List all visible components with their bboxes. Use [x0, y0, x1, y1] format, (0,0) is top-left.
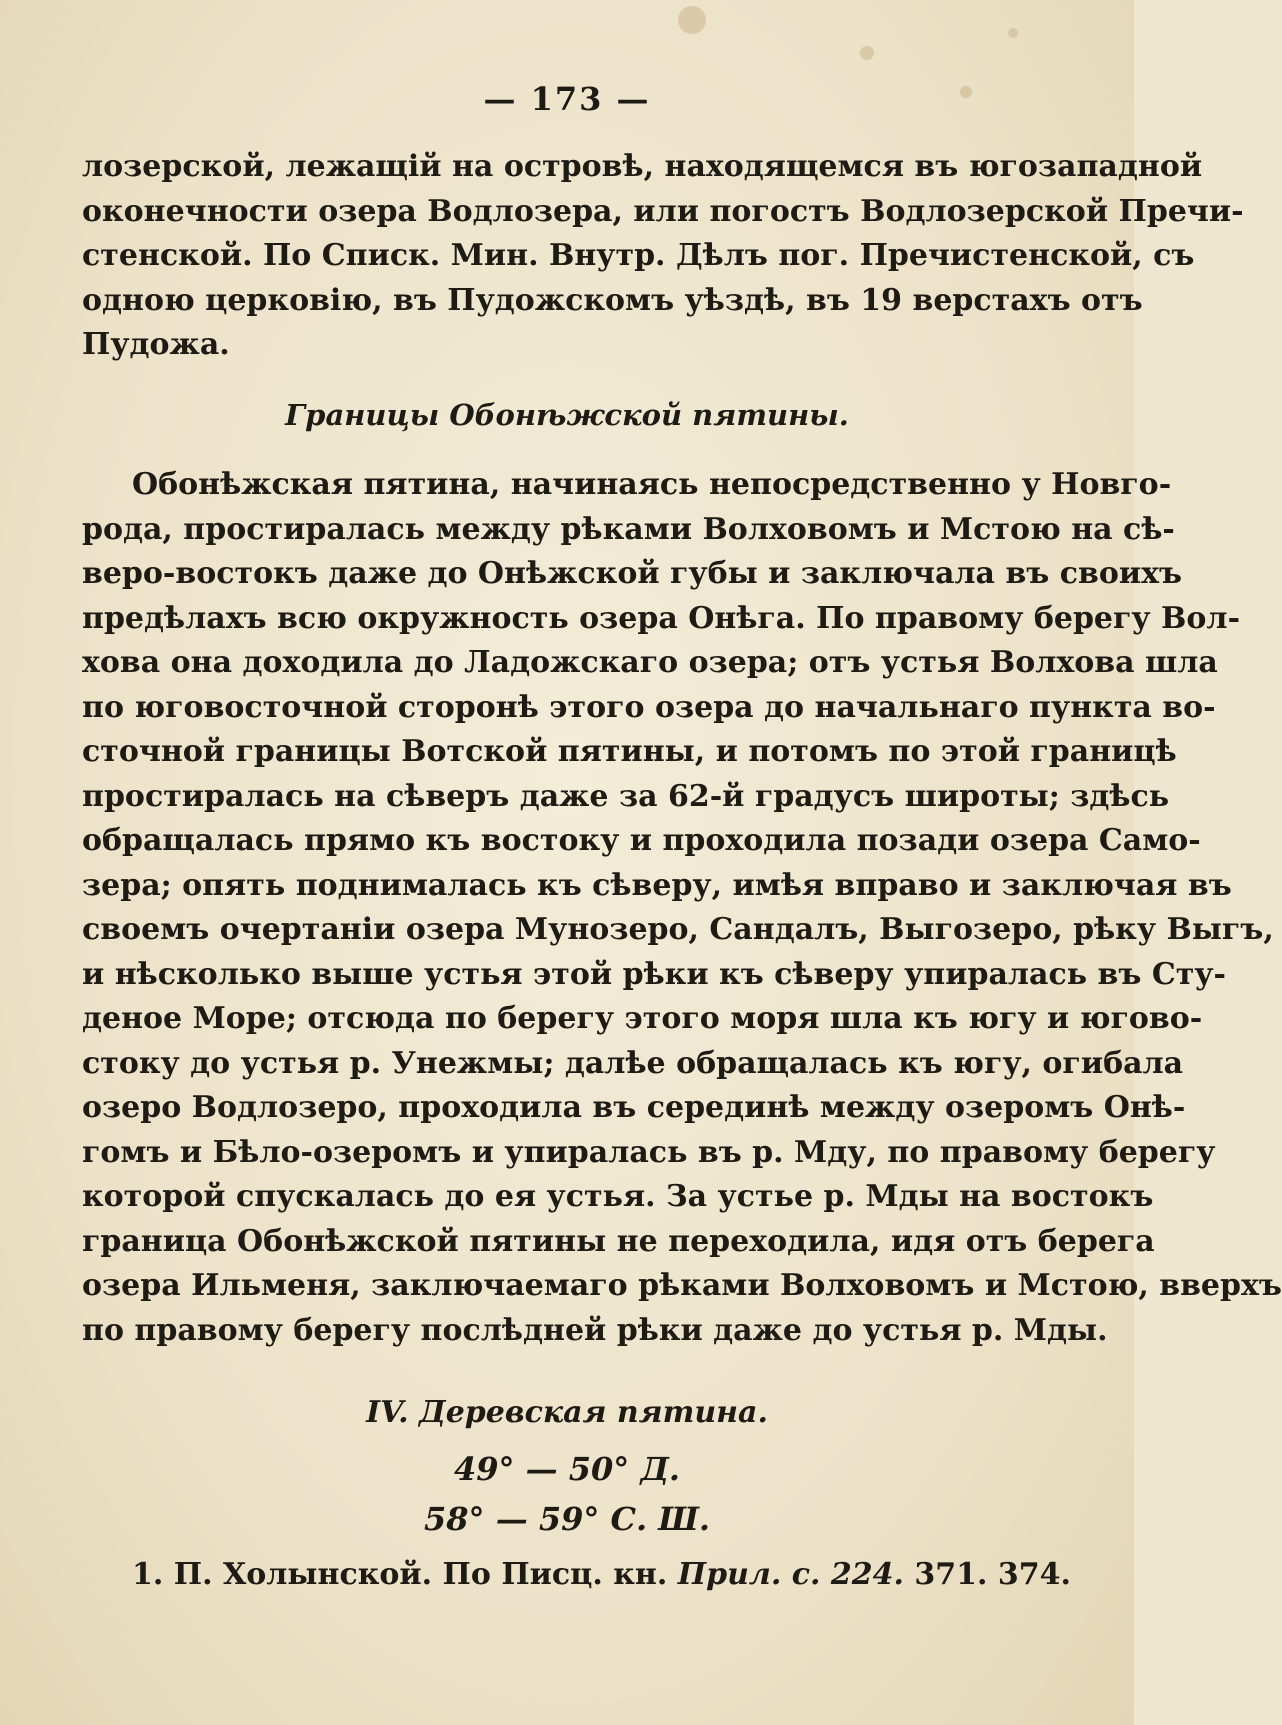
paper-stain — [1008, 28, 1018, 38]
text-line: озера Ильменя, заключаемаго рѣками Волховомъ и Мстою, вверхъ — [82, 1268, 1282, 1303]
chapter-heading: IV. Деревская пятина. — [366, 1395, 768, 1430]
text-line: обращалась прямо къ востоку и проходила позади озера Само- — [82, 823, 1201, 858]
page-number: — 173 — — [483, 80, 651, 118]
text-line: зера; опять поднималась къ сѣверу, имѣя вправо и заключая въ — [82, 867, 1232, 903]
entry-lead: 1. П. Холынской. По Писц. кн. — [132, 1557, 668, 1592]
text-line: своемъ очертаніи озера Мунозеро, Сандалъ, Выгозеро, рѣку Выгъ, — [82, 912, 1274, 947]
text-line: предѣлахъ всю окружность озера Онѣга. По правому берегу Вол- — [82, 600, 1241, 636]
text-line: хова она доходила до Ладожскаго озера; отъ устья Волхова шла — [82, 645, 1218, 680]
text-line: Пудожа. — [82, 327, 230, 362]
text-line: стенской. По Списк. Мин. Внутр. Дѣлъ пог. Пречистенской, съ — [82, 238, 1195, 273]
text-line: одною церковію, въ Пудожскомъ уѣздѣ, въ 19 верстахъ отъ — [82, 282, 1143, 318]
text-line: стоку до устья р. Унежмы; далѣе обращалась къ югу, огибала — [82, 1045, 1184, 1081]
text-line: озеро Водлозеро, проходила въ серединѣ между озеромъ Онѣ- — [82, 1090, 1186, 1125]
text-line: веро-востокъ даже до Онѣжской губы и заключала въ своихъ — [82, 556, 1183, 591]
text-line: рода, простиралась между рѣками Волховомъ и Мстою на сѣ- — [82, 511, 1175, 547]
entry-line — [82, 1553, 1071, 1598]
section-heading: Границы Обонѣжской пятины. — [285, 398, 849, 432]
text-line: которой спускалась до ея устья. За устье р. Мды на востокъ — [82, 1179, 1154, 1214]
text-line: Обонѣжская пятина, начинаясь непосредственно у Новго- — [132, 467, 1172, 502]
paper-stain — [860, 46, 874, 60]
text-line: и нѣсколько выше устья этой рѣки къ сѣверу упиралась въ Сту- — [82, 956, 1226, 992]
text-line: по юговосточной сторонѣ этого озера до начальнаго пункта во- — [82, 689, 1216, 725]
text-line: простиралась на сѣверъ даже за 62-й градусъ широты; здѣсь — [82, 778, 1170, 814]
paragraph-1 — [82, 145, 1244, 368]
text-line: деное Море; отсюда по берегу этого моря шла къ югу и югово- — [82, 1001, 1203, 1036]
longitude-range: 49° — 50° Д. — [453, 1450, 681, 1488]
paper-stain — [678, 6, 706, 34]
text-line: лозерской, лежащій на островѣ, находящемся въ югозападной — [82, 149, 1203, 184]
text-line: граница Обонѣжской пятины не переходила, идя отъ берега — [82, 1223, 1155, 1259]
latitude-range: 58° — 59° С. Ш. — [424, 1500, 710, 1538]
entry-text — [82, 1553, 1071, 1598]
text-line: по правому берегу послѣдней рѣки даже до устья р. Мды. — [82, 1312, 1108, 1348]
text-line: оконечности озера Водлозера, или погостъ Водлозерской Пречи- — [82, 193, 1244, 229]
text-line: гомъ и Бѣло-озеромъ и упиралась въ р. Мду, по правому берегу — [82, 1134, 1216, 1170]
paragraph-2 — [82, 463, 1282, 1353]
entry-reference: Прил. с. 224. — [677, 1557, 904, 1592]
text-line: сточной границы Вотской пятины, и потомъ по этой границѣ — [82, 734, 1177, 769]
entry-tail: 371. 374. — [914, 1557, 1071, 1592]
